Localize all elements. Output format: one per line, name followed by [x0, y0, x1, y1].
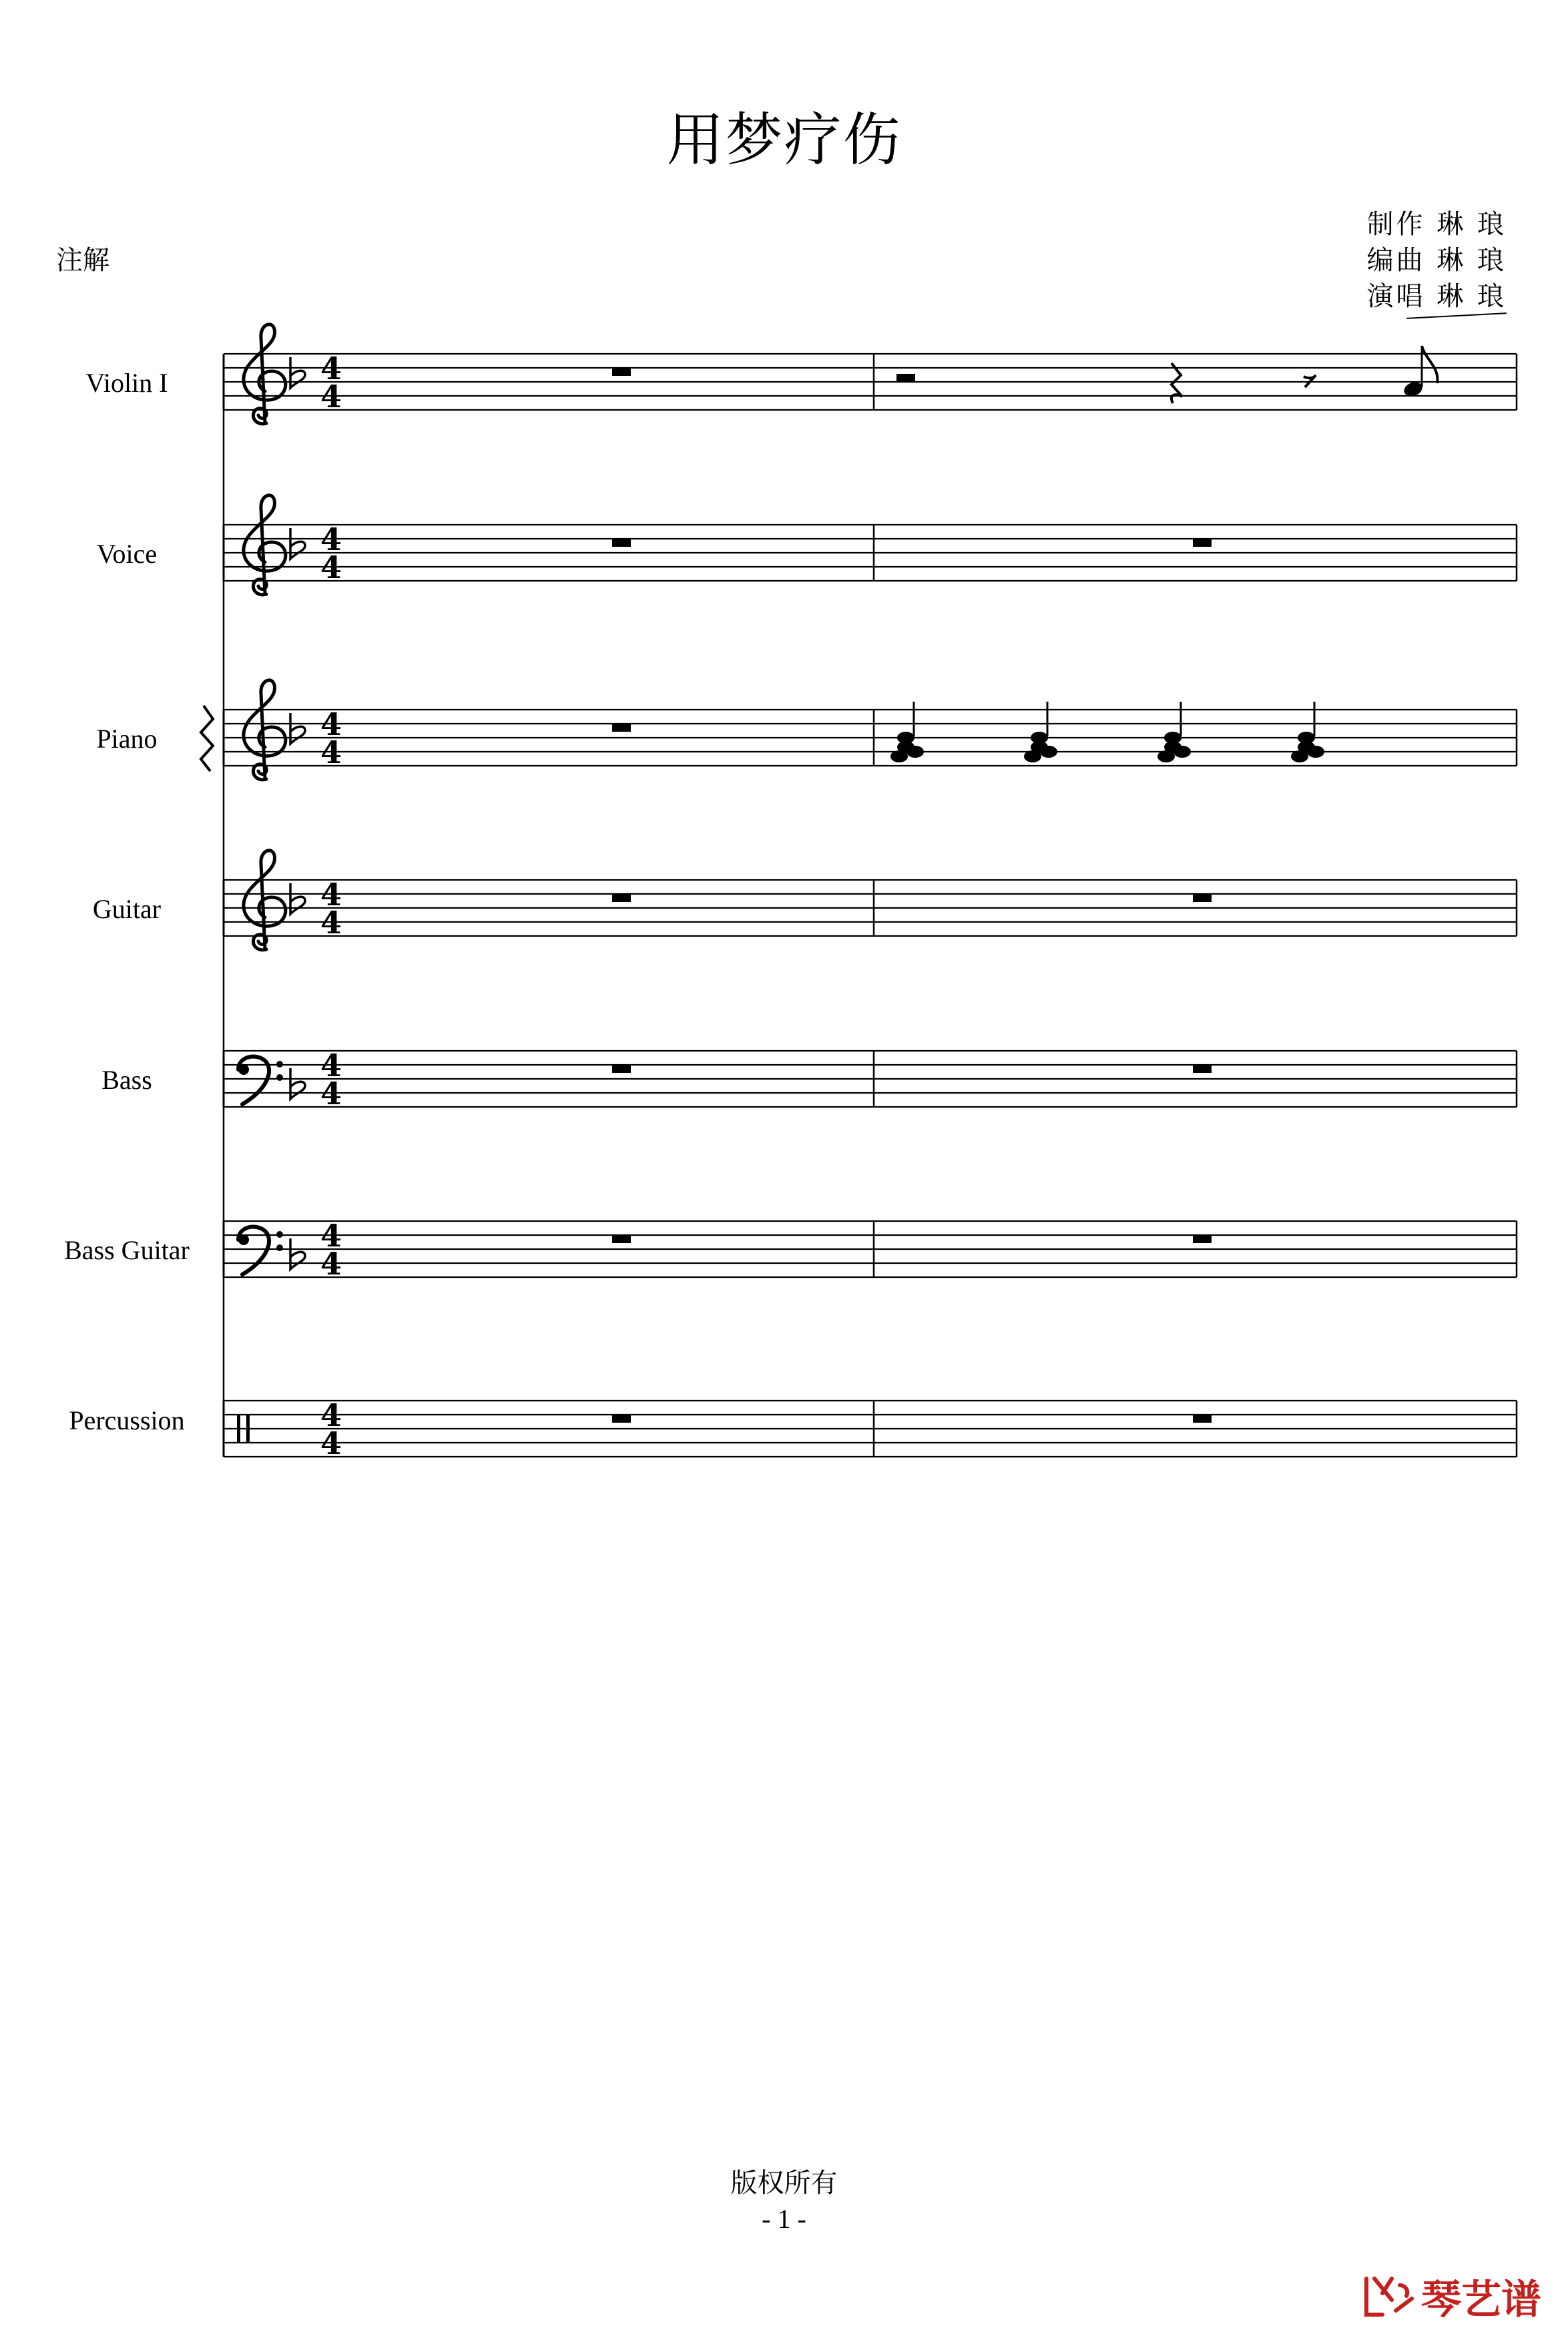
flat-icon	[290, 1238, 305, 1269]
staff-piano	[201, 680, 1517, 780]
chord-3	[1157, 702, 1191, 762]
staff-bass-guitar	[224, 1218, 1517, 1282]
whole-rest-icon	[612, 1065, 631, 1073]
chord-2	[1024, 702, 1057, 762]
instrument-name-bass: Bass	[101, 1065, 152, 1095]
staff-violin	[224, 324, 1517, 424]
chord-4	[1291, 702, 1324, 762]
credit-vocalist: 演唱 琳 琅	[1366, 281, 1507, 312]
time-signature-icon	[320, 1218, 342, 1282]
whole-rest-icon	[1193, 1065, 1212, 1073]
credit-producer: 制作 琳 琅	[1366, 209, 1507, 240]
whole-rest-icon	[612, 1235, 631, 1243]
logo-icon	[1362, 2273, 1416, 2320]
time-signature-icon	[320, 521, 342, 586]
quarter-rest-icon	[1171, 363, 1182, 403]
whole-rest-icon	[1193, 539, 1212, 547]
bass-clef-icon	[238, 1227, 283, 1274]
time-signature-icon	[320, 350, 342, 415]
time-signature-icon	[320, 1397, 342, 1461]
whole-rest-icon	[612, 1415, 631, 1423]
chord-1	[890, 702, 924, 762]
treble-clef-icon	[244, 851, 286, 950]
flat-icon	[290, 528, 305, 559]
treble-clef-icon	[244, 680, 286, 780]
whole-rest-icon	[1193, 1235, 1212, 1243]
site-logo	[1362, 2270, 1541, 2323]
score-system: 4 4	[0, 0, 1568, 2342]
annotation-label: 注解	[56, 245, 109, 276]
flat-icon	[290, 713, 305, 744]
whole-rest-icon	[1193, 1415, 1212, 1423]
time-signature-icon	[320, 706, 342, 770]
staff-percussion	[224, 1397, 1517, 1461]
instrument-name-piano: Piano	[96, 724, 158, 754]
half-rest-icon	[896, 374, 915, 382]
staff-voice	[224, 495, 1517, 595]
instrument-name-percussion: Percussion	[69, 1405, 185, 1435]
credit-arranger: 编曲 琳 琅	[1366, 245, 1507, 276]
logo-text: 琴艺谱	[1421, 2277, 1541, 2323]
time-signature-icon	[320, 877, 342, 941]
percussion-clef-icon	[237, 1415, 240, 1443]
flat-icon	[290, 1068, 305, 1099]
instrument-name-bass-guitar: Bass Guitar	[64, 1235, 190, 1265]
bass-clef-icon	[238, 1057, 283, 1104]
time-signature-icon	[320, 1047, 342, 1112]
whole-rest-icon	[1193, 894, 1212, 902]
flat-icon	[290, 357, 305, 388]
page-number: - 1 -	[762, 2204, 806, 2234]
instrument-name-guitar: Guitar	[92, 894, 162, 924]
treble-clef-icon	[244, 324, 286, 424]
arpeggio-icon	[201, 706, 213, 771]
whole-rest-icon	[612, 368, 631, 376]
copyright-text: 版权所有	[730, 2168, 838, 2198]
staff-bass	[224, 1047, 1517, 1112]
whole-rest-icon	[612, 894, 631, 902]
score-title: 用梦疗伤	[666, 107, 902, 174]
flat-icon	[290, 883, 305, 914]
whole-rest-icon	[612, 724, 631, 732]
treble-clef-icon	[244, 495, 286, 595]
whole-rest-icon	[612, 539, 631, 547]
instrument-name-voice: Voice	[96, 539, 158, 569]
staff-guitar	[224, 851, 1517, 950]
instrument-name-violin: Violin I	[85, 368, 168, 398]
